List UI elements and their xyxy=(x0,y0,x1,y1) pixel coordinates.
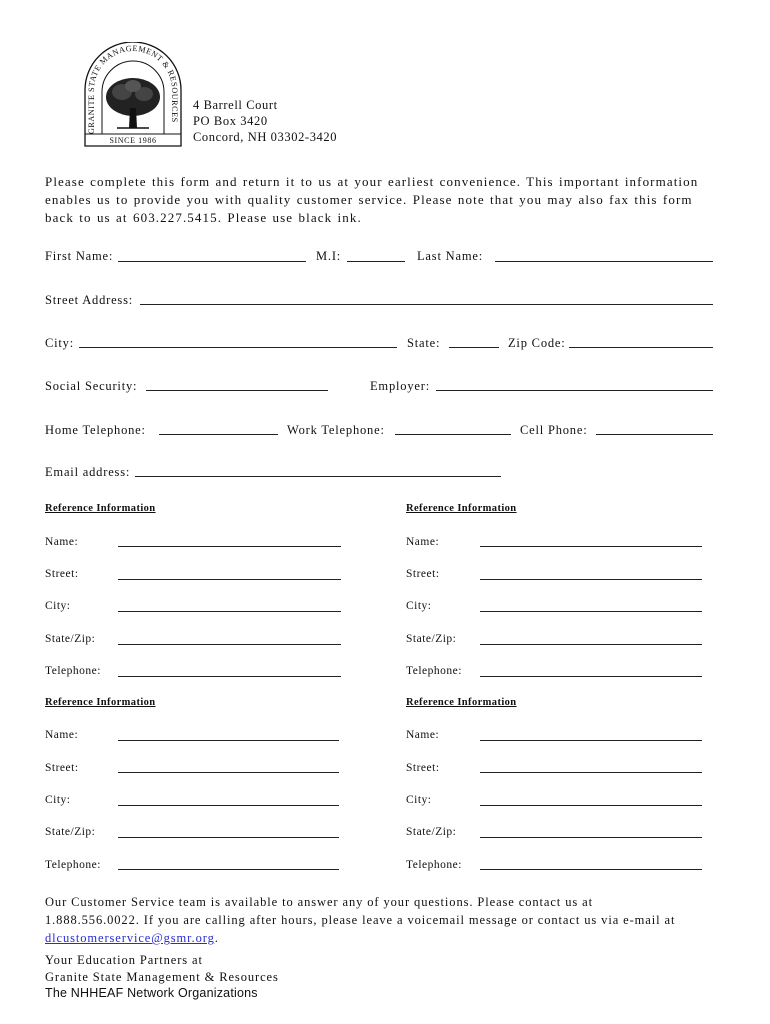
reference-heading: Reference Information xyxy=(45,503,156,514)
street-address-label: Street Address: xyxy=(45,293,134,307)
intro-paragraph: Please complete this form and return it to us at your earliest convenience. This important information enables us to provide you with quality customer service. Please note that you may also fax this form back to us at 603.227.5415. Please use black ink. xyxy=(45,174,699,225)
logo-arc-text: GRANITE STATE MANAGEMENT & RESOURCES xyxy=(86,43,179,134)
ref-street-label: Street: xyxy=(406,762,440,774)
ref-state-zip-label: State/Zip: xyxy=(45,826,96,838)
signature-line-2: Granite State Management & Resources xyxy=(45,969,279,984)
ref-1-street-field[interactable] xyxy=(118,579,341,580)
first-name-label: First Name: xyxy=(45,249,114,263)
ref-1-name-field[interactable] xyxy=(118,546,341,547)
ref-4-name-field[interactable] xyxy=(480,740,702,741)
ref-state-zip-label: State/Zip: xyxy=(406,826,457,838)
ref-2-city-field[interactable] xyxy=(480,611,702,612)
ref-4-state-zip-field[interactable] xyxy=(480,837,702,838)
employer-label: Employer: xyxy=(370,379,430,393)
work-phone-field[interactable] xyxy=(395,434,511,435)
mi-field[interactable] xyxy=(347,261,405,262)
mi-label: M.I: xyxy=(316,249,342,263)
signature-block xyxy=(45,952,279,1002)
reference-heading: Reference Information xyxy=(45,697,156,708)
address-line-2: PO Box 3420 xyxy=(193,114,268,128)
ref-3-state-zip-field[interactable] xyxy=(118,837,339,838)
ref-city-label: City: xyxy=(406,794,432,806)
ref-3-city-field[interactable] xyxy=(118,805,339,806)
ref-city-label: City: xyxy=(45,600,71,612)
footer-text-1: Our Customer Service team is available to answer any of your questions. Please contact us at 1.888.556.0022. If you are calling after hours, please leave a voicemail message or contact us via e-mail at xyxy=(45,895,676,927)
ref-name-label: Name: xyxy=(406,729,440,741)
ref-2-telephone-field[interactable] xyxy=(480,676,702,677)
ref-4-street-field[interactable] xyxy=(480,772,702,773)
city-field[interactable] xyxy=(79,347,397,348)
ref-4-telephone-field[interactable] xyxy=(480,869,702,870)
state-label: State: xyxy=(407,336,441,350)
reference-heading: Reference Information xyxy=(406,697,517,708)
zip-field[interactable] xyxy=(569,347,713,348)
logo-since: SINCE 1986 xyxy=(109,136,157,145)
employer-field[interactable] xyxy=(436,390,713,391)
ref-name-label: Name: xyxy=(45,536,79,548)
ssn-field[interactable] xyxy=(146,390,328,391)
customer-service-note xyxy=(45,893,685,947)
ref-3-street-field[interactable] xyxy=(118,772,339,773)
street-address-field[interactable] xyxy=(140,304,713,305)
address-line-1: 4 Barrell Court xyxy=(193,98,278,112)
signature-line-1: Your Education Partners at xyxy=(45,953,203,967)
ref-street-label: Street: xyxy=(45,762,79,774)
ref-name-label: Name: xyxy=(45,729,79,741)
cell-phone-label: Cell Phone: xyxy=(520,423,588,437)
ref-telephone-label: Telephone: xyxy=(45,859,101,871)
customer-service-email-link[interactable]: dlcustomerservice@gsmr.org xyxy=(45,931,215,945)
ref-3-telephone-field[interactable] xyxy=(118,869,339,870)
ref-state-zip-label: State/Zip: xyxy=(45,633,96,645)
home-phone-label: Home Telephone: xyxy=(45,423,146,437)
ref-street-label: Street: xyxy=(45,568,79,580)
city-label: City: xyxy=(45,336,75,350)
ssn-label: Social Security: xyxy=(45,379,138,393)
work-phone-label: Work Telephone: xyxy=(287,423,385,437)
ref-telephone-label: Telephone: xyxy=(45,665,101,677)
ref-street-label: Street: xyxy=(406,568,440,580)
reference-heading: Reference Information xyxy=(406,503,517,514)
last-name-field[interactable] xyxy=(495,261,713,262)
zip-label: Zip Code: xyxy=(508,336,566,350)
cell-phone-field[interactable] xyxy=(596,434,713,435)
ref-telephone-label: Telephone: xyxy=(406,665,462,677)
mailing-address xyxy=(193,97,337,145)
ref-name-label: Name: xyxy=(406,536,440,548)
email-label: Email address: xyxy=(45,465,131,479)
ref-state-zip-label: State/Zip: xyxy=(406,633,457,645)
ref-2-name-field[interactable] xyxy=(480,546,702,547)
ref-telephone-label: Telephone: xyxy=(406,859,462,871)
ref-3-name-field[interactable] xyxy=(118,740,339,741)
ref-4-city-field[interactable] xyxy=(480,805,702,806)
address-line-3: Concord, NH 03302-3420 xyxy=(193,130,338,144)
signature-line-3: The NHHEAF Network Organizations xyxy=(45,986,258,1000)
ref-1-state-zip-field[interactable] xyxy=(118,644,341,645)
last-name-label: Last Name: xyxy=(417,249,483,263)
first-name-field[interactable] xyxy=(118,261,306,262)
home-phone-field[interactable] xyxy=(159,434,278,435)
ref-1-city-field[interactable] xyxy=(118,611,341,612)
email-field[interactable] xyxy=(135,476,501,477)
ref-2-street-field[interactable] xyxy=(480,579,702,580)
ref-city-label: City: xyxy=(45,794,71,806)
ref-2-state-zip-field[interactable] xyxy=(480,644,702,645)
state-field[interactable] xyxy=(449,347,499,348)
ref-1-telephone-field[interactable] xyxy=(118,676,341,677)
ref-city-label: City: xyxy=(406,600,432,612)
footer-text-2: . xyxy=(214,931,219,945)
gsmr-logo xyxy=(82,42,184,148)
